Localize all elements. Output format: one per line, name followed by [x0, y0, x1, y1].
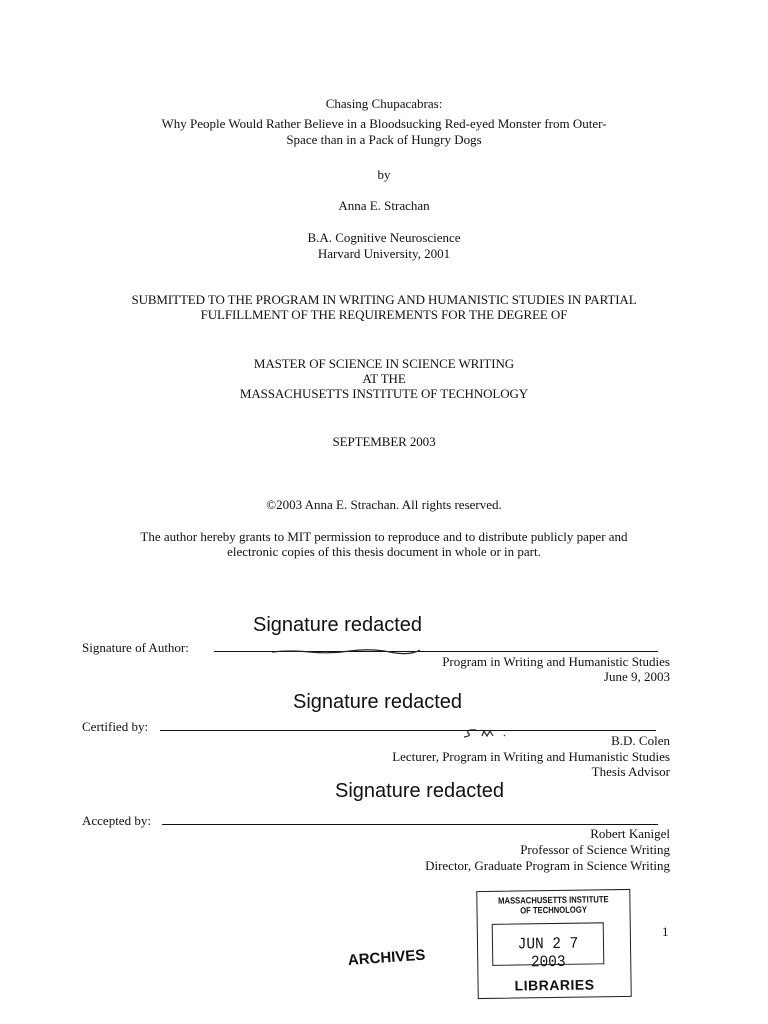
title-line-2: Why People Would Rather Believe in a Bloodsucking Red-eyed Monster from Outer-	[161, 116, 607, 131]
certified-by-label: Certified by:	[82, 719, 149, 734]
prior-degree-line-1: B.A. Cognitive Neuroscience	[307, 230, 461, 245]
archives-stamp: ARCHIVES	[347, 946, 426, 969]
page-number: 1	[662, 924, 669, 939]
certifier-signature-redacted: Signature redacted	[293, 691, 463, 713]
acceptor-role: Director, Graduate Program in Science Writing	[425, 858, 670, 873]
author-sign-date: June 9, 2003	[603, 669, 670, 684]
degree-line-3: MASSACHUSETTS INSTITUTE OF TECHNOLOGY	[239, 386, 529, 401]
submitted-line-2: FULFILLMENT OF THE REQUIREMENTS FOR THE DEGREE OF	[200, 307, 568, 322]
submission-date: SEPTEMBER 2003	[332, 434, 436, 449]
certifier-name: B.D. Colen	[611, 733, 670, 748]
permission-line-2: electronic copies of this thesis document in whole or in part.	[227, 544, 541, 559]
accepted-signature-line	[162, 824, 658, 825]
author-signature-label: Signature of Author:	[82, 640, 189, 655]
title-line-1: Chasing Chupacabras:	[325, 96, 443, 111]
author-signature-mark	[270, 644, 430, 658]
certified-signature-line	[160, 730, 656, 731]
submitted-line-1: SUBMITTED TO THE PROGRAM IN WRITING AND HUMANISTIC STUDIES IN PARTIAL	[131, 292, 637, 307]
certifier-title: Lecturer, Program in Writing and Humanistic Studies	[392, 749, 670, 764]
prior-degree-line-2: Harvard University, 2001	[317, 246, 451, 261]
permission-line-1: The author hereby grants to MIT permission to reproduce and to distribute publicly paper and	[140, 529, 628, 544]
degree-line-2: AT THE	[362, 371, 406, 386]
certifier-initials-mark	[462, 726, 532, 740]
degree-line-1: MASTER OF SCIENCE IN SCIENCE WRITING	[253, 356, 515, 371]
by-label: by	[377, 167, 391, 182]
acceptor-signature-redacted: Signature redacted	[335, 780, 505, 802]
certifier-role: Thesis Advisor	[591, 764, 670, 779]
stamp-date: JUN 2 7 2003	[517, 934, 579, 972]
stamp-date-box	[492, 922, 605, 972]
stamp-institution	[489, 894, 618, 916]
stamp-institution-line-2: OF TECHNOLOGY	[520, 904, 587, 916]
copyright-notice: ©2003 Anna E. Strachan. All rights reserved.	[266, 497, 502, 512]
author-signature-redacted: Signature redacted	[253, 614, 423, 636]
acceptor-name: Robert Kanigel	[590, 826, 670, 841]
title-line-3: Space than in a Pack of Hungry Dogs	[286, 132, 482, 147]
accepted-by-label: Accepted by:	[82, 813, 151, 828]
author-program: Program in Writing and Humanistic Studies	[442, 654, 670, 669]
stamp-institution-line-1: MASSACHUSETTS INSTITUTE	[498, 894, 609, 906]
acceptor-title: Professor of Science Writing	[520, 842, 670, 857]
library-stamp	[476, 889, 631, 999]
author-name: Anna E. Strachan	[338, 198, 430, 213]
stamp-libraries: LIBRARIES	[514, 976, 595, 994]
